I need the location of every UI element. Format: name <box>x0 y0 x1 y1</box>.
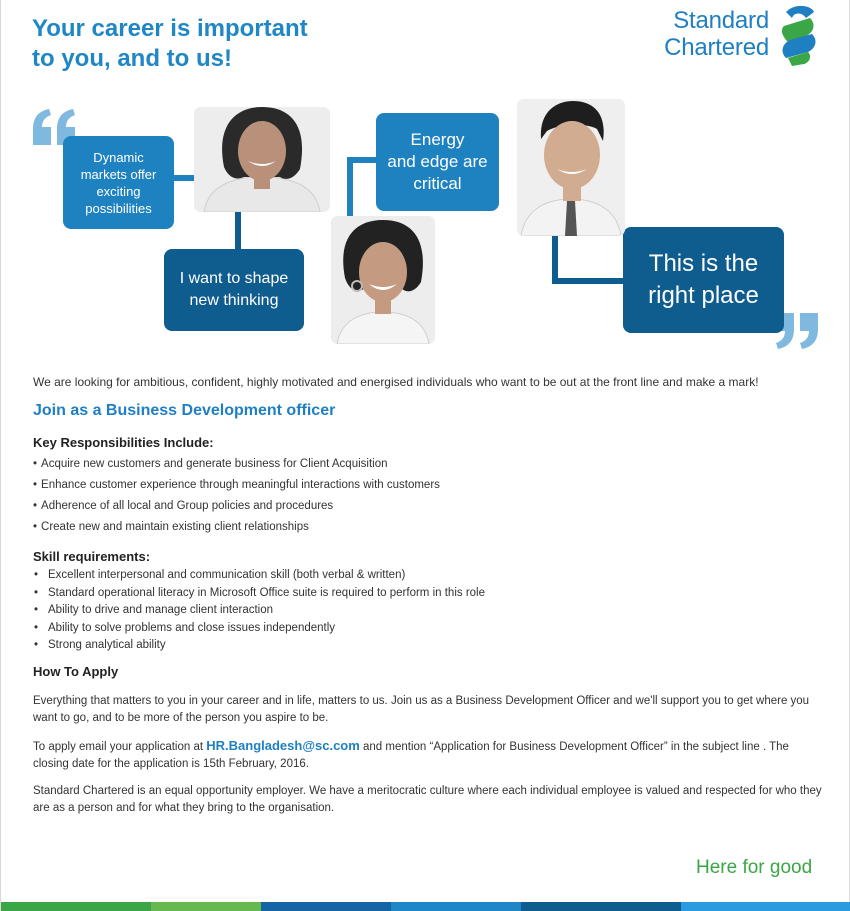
connector-line <box>552 234 558 284</box>
bubble-text: exciting <box>96 183 141 199</box>
logo-text-line-1: Standard <box>673 7 769 34</box>
bubble-text: This is the <box>648 250 759 277</box>
list-item: • Standard operational literacy in Microsoft Office suite is required to perform in this role <box>33 585 823 603</box>
job-title: Join as a Business Development officer <box>33 402 336 419</box>
bubble-text: and edge are <box>387 152 488 171</box>
bubble-text: Dynamic <box>93 149 144 165</box>
bubble-text: possibilities <box>85 200 152 216</box>
headline <box>32 14 362 74</box>
bubble-text: right place <box>648 282 759 309</box>
skills-heading: Skill requirements: <box>33 549 151 564</box>
speech-bubble-dynamic-markets <box>63 136 174 229</box>
headline-line-2: to you, and to us! <box>32 45 232 72</box>
list-item: • Adherence of all local and Group policies and procedures <box>33 496 823 517</box>
apply-paragraph-1: Everything that matters to you in your career and in life, matters to us. Join us as a Business Development Officer and we'll support you to get where you want to go, and to be more of the person you aspire to be. <box>33 694 810 724</box>
headline-line-1: Your career is important <box>32 15 308 42</box>
bubble-text: critical <box>413 174 462 193</box>
sc-logo-icon <box>778 4 822 66</box>
portrait-photo-woman-1 <box>194 107 330 212</box>
apply-text: and mention “Application for Business Development Officer” in the subject line . The closing date for the application is 15th February, 2016. <box>33 740 789 770</box>
connector-line <box>552 278 624 284</box>
list-item: • Strong analytical ability <box>33 637 823 655</box>
connector-line <box>235 212 241 252</box>
bubble-text: I want to shape <box>179 270 289 287</box>
connector-line <box>173 175 195 181</box>
apply-paragraph-2 <box>33 737 823 773</box>
list-item: • Excellent interpersonal and communication skill (both verbal & written) <box>33 567 823 585</box>
hero-collage <box>1 95 850 360</box>
connector-line <box>347 157 353 219</box>
portrait-photo-man <box>517 99 625 236</box>
speech-bubble-shape-thinking <box>164 249 304 331</box>
bubble-text: Energy <box>410 130 465 149</box>
responsibilities-heading: Key Responsibilities Include: <box>33 435 214 450</box>
bubble-text: new thinking <box>189 292 279 309</box>
list-item: • Enhance customer experience through meaningful interactions with customers <box>33 475 823 496</box>
speech-bubble-right-place <box>623 227 784 333</box>
email-link[interactable]: HR.Bangladesh@sc.com <box>206 737 360 753</box>
speech-bubble-energy-edge <box>376 113 499 211</box>
list-item: • Ability to solve problems and close issues independently <box>33 620 823 638</box>
intro-text: We are looking for ambitious, confident, highly motivated and energised individuals who want to be out at the front line and make a mark! <box>33 375 759 389</box>
standard-chartered-logo <box>651 4 826 68</box>
tagline: Here for good <box>696 857 813 878</box>
footer-color-bar <box>1 902 850 911</box>
apply-text: To apply email your application at <box>33 740 207 753</box>
list-item: • Create new and maintain existing client relationships <box>33 517 823 538</box>
how-to-apply-heading: How To Apply <box>33 663 119 679</box>
list-item: • Ability to drive and manage client interaction <box>33 602 823 620</box>
bubble-text: markets offer <box>80 166 157 182</box>
portrait-photo-woman-2 <box>331 216 435 344</box>
main-content <box>33 374 823 817</box>
list-item: • Acquire new customers and generate business for Client Acquisition <box>33 454 823 475</box>
logo-text-line-2: Chartered <box>664 34 769 61</box>
responsibilities-list <box>33 454 823 538</box>
skills-list <box>33 567 823 655</box>
equal-opportunity-paragraph: Standard Chartered is an equal opportunity employer. We have a meritocratic culture where each individual employee is valued and respected for who they are as a person and for what they bring to the organisation. <box>33 784 822 814</box>
